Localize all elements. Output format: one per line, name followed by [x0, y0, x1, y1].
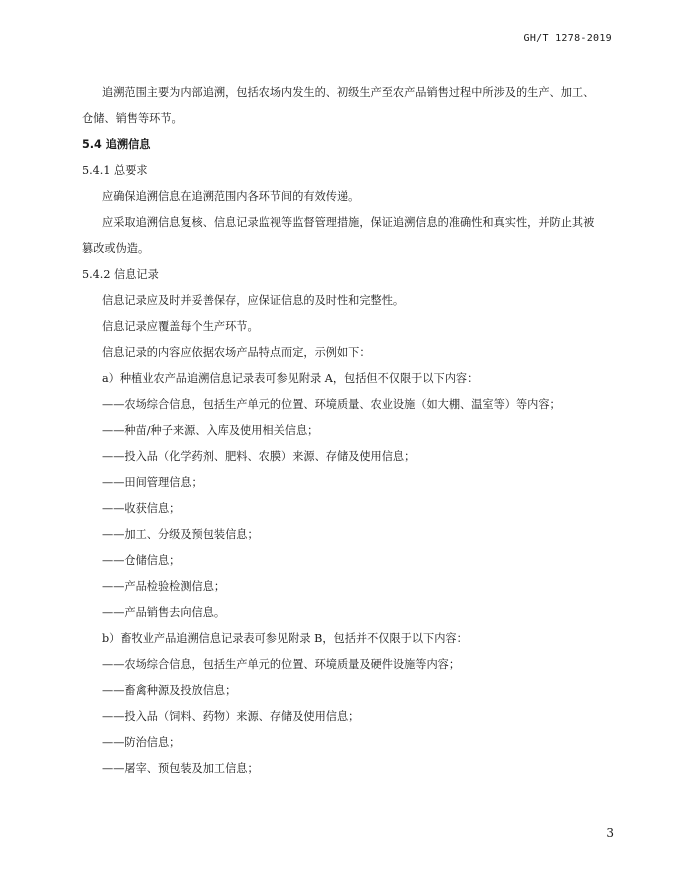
- list-item: ——产品检验检测信息；: [102, 580, 226, 593]
- paragraph-line: 信息记录的内容应依据农场产品特点而定，示例如下：: [102, 346, 371, 359]
- list-item: ——投入品（饲料、药物）来源、存储及使用信息；: [102, 710, 360, 723]
- section-heading: 5.4 追溯信息: [82, 138, 151, 151]
- list-item: ——加工、分级及预包装信息；: [102, 528, 259, 541]
- paragraph-line: 仓储、销售等环节。: [82, 112, 183, 125]
- paragraph-line: 篡改或伪造。: [82, 242, 150, 255]
- list-item: ——仓储信息；: [102, 554, 181, 567]
- list-item-b: b）畜牧业产品追溯信息记录表可参见附录 B，包括并不仅限于以下内容：: [102, 632, 468, 645]
- paragraph-line: 追溯范围主要为内部追溯，包括农场内发生的、初级生产至农产品销售过程中所涉及的生产、加工、: [102, 86, 595, 99]
- list-item: ——农场综合信息，包括生产单元的位置、环境质量及硬件设施等内容；: [102, 658, 461, 671]
- list-item: ——屠宰、预包装及加工信息；: [102, 762, 259, 775]
- list-item: ——种苗/种子来源、入库及使用相关信息；: [102, 424, 319, 437]
- paragraph-line: 应采取追溯信息复核、信息记录监视等监督管理措施，保证追溯信息的准确性和真实性，并防止其被: [102, 216, 595, 229]
- paragraph-line: 应确保追溯信息在追溯范围内各环节间的有效传递。: [102, 190, 360, 203]
- list-item: ——田间管理信息；: [102, 476, 203, 489]
- page-number: 3: [606, 826, 614, 840]
- list-item: ——收获信息；: [102, 502, 181, 515]
- list-item: ——农场综合信息，包括生产单元的位置、环境质量、农业设施（如大棚、温室等）等内容；: [102, 398, 561, 411]
- list-item: ——畜禽种源及投放信息；: [102, 684, 237, 697]
- list-item: ——产品销售去向信息。: [102, 606, 226, 619]
- paragraph-line: 信息记录应覆盖每个生产环节。: [102, 320, 259, 333]
- list-item: ——投入品（化学药剂、肥料、农膜）来源、存储及使用信息；: [102, 450, 416, 463]
- list-item-a: a）种植业农产品追溯信息记录表可参见附录 A，包括但不仅限于以下内容：: [102, 372, 479, 385]
- paragraph-line: 信息记录应及时并妥善保存，应保证信息的及时性和完整性。: [102, 294, 405, 307]
- subsection-heading: 5.4.2 信息记录: [82, 268, 159, 281]
- subsection-heading: 5.4.1 总要求: [82, 164, 148, 177]
- document-code: GH/T 1278-2019: [523, 33, 612, 44]
- list-item: ——防治信息；: [102, 736, 181, 749]
